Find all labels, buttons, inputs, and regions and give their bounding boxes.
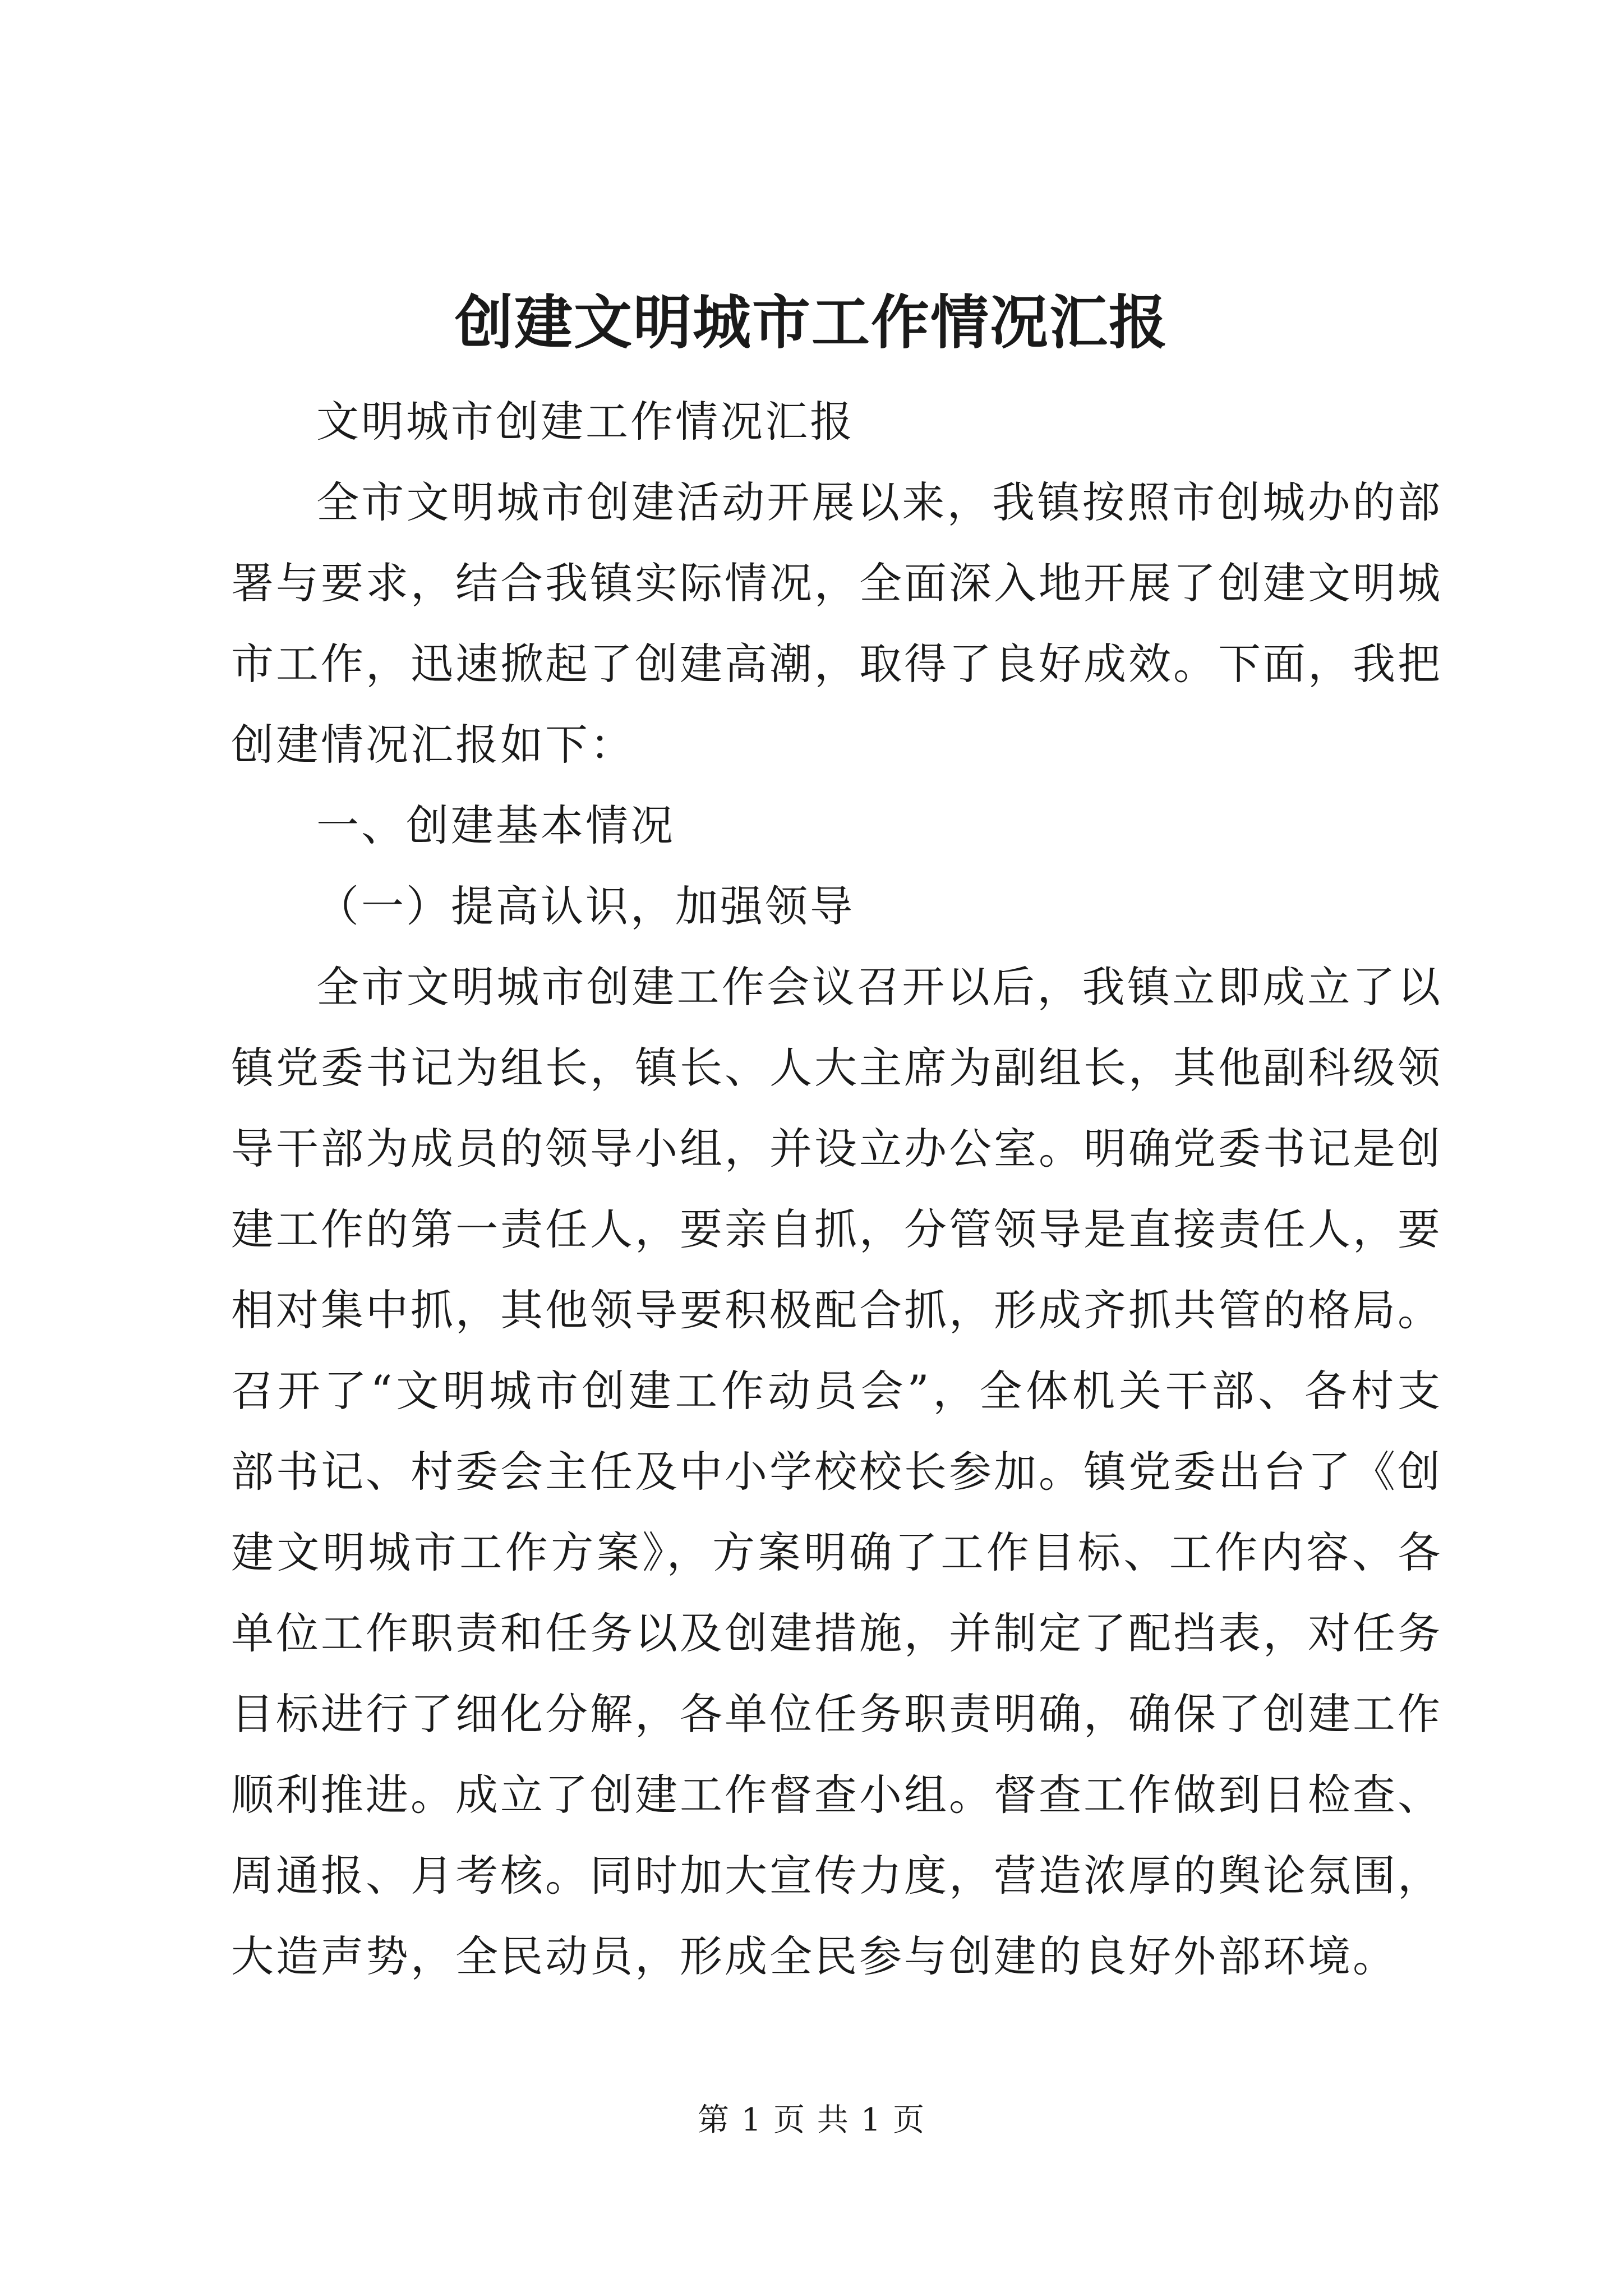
paragraph-subtitle: 文明城市创建工作情况汇报 (316, 397, 855, 447)
document-title: 创建文明城市工作情况汇报 (454, 288, 1168, 357)
paragraph-intro: 全市文明城市创建活动开展以来，我镇按照市创城办的部署与要求，结合我镇实际情况，全面深入地开展了创建文明城市工作，迅速掀起了创建高潮，取得了良好成效。下面，我把创建情况汇报如下： (231, 477, 1442, 770)
paragraph-body: 全市文明城市创建工作会议召开以后，我镇立即成立了以镇党委书记为组长，镇长、人大主席为副组长，其他副科级领导干部为成员的领导小组，并设立办公室。明确党委书记是创建工作的第一责任人，要亲自抓，分管领导是直接责任人，要相对集中抓，其他领导要积极配合抓，形成齐抓共管的格局。召开了“文明城市创建工作动员会”，全体机关干部、各村支部书记、村委会主任及中小学校校长参加。镇党委出台了《创建文明城市工作方案》，方案明确了工作目标、工作内容、各单位工作职责和任务以及创建措施，并制定了配挡表，对任务目标进行了细化分解，各单位任务职责明确，确保了创建工作顺利推进。成立了创建工作督查小组。督查工作做到日检查、周通报、月考核。同时加大宣传力度，营造浓厚的舆论氛围，大造声势，全民动员，形成全民参与创建的良好外部环境。 (231, 962, 1442, 1981)
document-body (231, 381, 1442, 1997)
subsection-heading: （一）提高认识，加强领导 (316, 881, 855, 931)
page-number-footer: 第 1 页 共 1 页 (697, 2102, 926, 2138)
section-heading: 一、创建基本情况 (316, 800, 675, 850)
